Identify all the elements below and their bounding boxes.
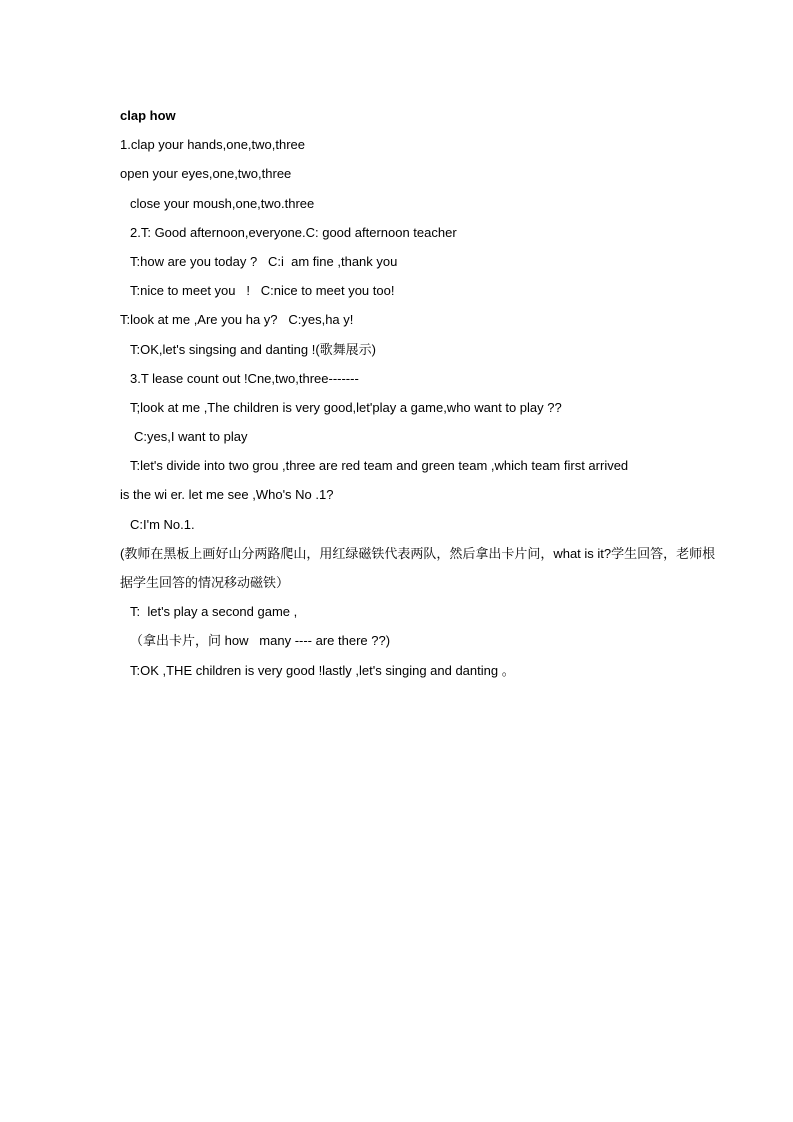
text-line-3: close your moush,one,two.three xyxy=(130,195,315,211)
text-line-5: T:how are you today ? C:i am fine ,thank you xyxy=(130,253,398,269)
text-line-14: C:I'm No.1. xyxy=(130,516,195,532)
text-line-17: T: let's play a second game , xyxy=(130,604,298,620)
text-line-7: T:look at me ,Are you ha y? C:yes,ha y! xyxy=(120,312,354,328)
text-line-12: T:let's divide into two grou ,three are red team and green team ,which team first arrived xyxy=(130,458,629,474)
document-body xyxy=(120,101,716,685)
text-line-18: （拿出卡片，问 how many ---- are there ??) xyxy=(130,633,391,649)
text-line-2: open your eyes,one,two,three xyxy=(120,166,292,182)
text-line-8: T:OK,let's singsing and danting !(歌舞展示) xyxy=(130,341,376,357)
text-line-1: 1.clap your hands,one,two,three xyxy=(120,137,306,153)
text-line-9: 3.T lease count out !Cne,two,three------- xyxy=(130,370,359,386)
text-line-10: T;look at me ,The children is very good,let'play a game,who want to play ?? xyxy=(130,399,562,415)
text-line-13: is the wi er. let me see ,Who's No .1? xyxy=(120,487,334,503)
document-title: clap how xyxy=(120,108,176,123)
text-line-11: C:yes,I want to play xyxy=(134,429,248,445)
text-line-15: (教师在黑板上画好山分两路爬山，用红绿磁铁代表两队，然后拿出卡片问，what is it?学生回答，老师根 xyxy=(120,545,716,561)
text-line-16: 据学生回答的情况移动磁铁） xyxy=(120,575,290,590)
text-line-19: T:OK ,THE children is very good !lastly ,let's singing and danting 。 xyxy=(130,662,515,678)
text-line-6: T:nice to meet you ! C:nice to meet you too! xyxy=(130,283,395,299)
text-line-4: 2.T: Good afternoon,everyone.C: good afternoon teacher xyxy=(130,224,457,240)
